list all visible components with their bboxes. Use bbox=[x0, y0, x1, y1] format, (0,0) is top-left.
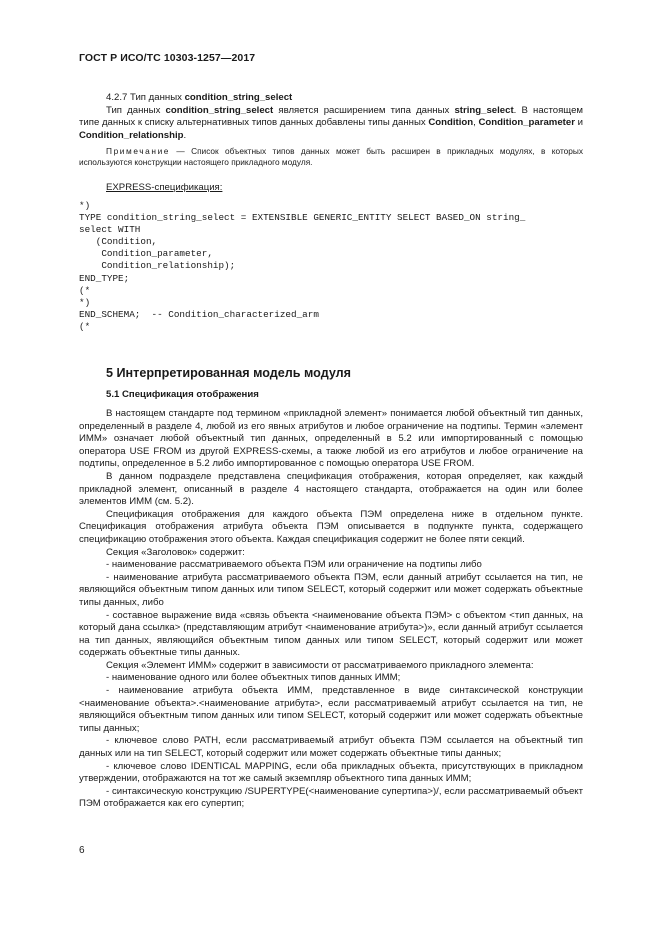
code-line: Condition_parameter, bbox=[79, 248, 213, 260]
body-paragraph: Секция «Элемент ИММ» содержит в зависимости от рассматриваемого прикладного элемента: bbox=[106, 659, 534, 671]
body-paragraph: В настоящем стандарте под термином «прикладной элемент» понимается любой объектный тип данных, определенный в разделе 4, любой из его явных атрибутов и любое ограничение на подтипы. Термин «элемент ИММ» означает любой объектный тип данных, определенный в 5.2 или импортированный с помощью оператора USE FROM из другой EXPRESS-схемы, а также любой из его атрибутов и любое ограничение на подтипы, определенное в 5.2 либо импортированное с помощью оператора USE FROM. bbox=[79, 408, 583, 470]
section-4-2-7 bbox=[79, 92, 583, 195]
bold-term: Condition_relationship bbox=[79, 129, 184, 141]
body-paragraph: Секция «Заголовок» содержит: bbox=[106, 546, 245, 558]
body-paragraph: - составное выражение вида «связь объекта <наименование объекта ПЭМ> с объектом <тип данных, на который дана ссылка> (представляющим атрибут <наименование атрибута>)», если данный атрибут ссылается на тип данных, являющийся объектным типом данных или типом SELECT, который содержит или может содержать объектные типы данных. bbox=[79, 609, 583, 659]
heading-type-name: condition_string_select bbox=[184, 92, 293, 103]
body-paragraph: - наименование одного или более объектных типов данных ИММ; bbox=[106, 672, 401, 684]
note bbox=[79, 146, 583, 168]
bold-term: Condition_parameter bbox=[478, 117, 575, 129]
document-header: ГОСТ Р ИСО/ТС 10303-1257—2017 bbox=[79, 52, 256, 64]
body-paragraph: - наименование атрибута объекта ИММ, представленное в виде синтаксической конструкции <наименование объекта>.<наименование атрибута>, если рассматриваемый атрибут ссылается на тип, не являющийся объектным типом данных или типом SELECT, который содержит или может содержать объектные типы данных; bbox=[79, 685, 583, 734]
body-paragraph: - синтаксическую конструкцию /SUPERTYPE(<наименование супертипа>)/, если рассматриваемый объект ПЭМ отображается как его супертип; bbox=[79, 785, 583, 810]
body-paragraph: В данном подразделе представлена спецификация отображения, которая определяет, как каждый прикладной элемент, описанный в разделе 4 настоящего стандарта, отображается на один или более элементов ИММ (см. 5.2). bbox=[79, 470, 583, 508]
code-line: END_TYPE; bbox=[79, 272, 130, 284]
section-5-1-title: 5.1 Спецификация отображения bbox=[106, 389, 259, 400]
text-run: и bbox=[574, 117, 583, 129]
type-description-paragraph bbox=[79, 105, 583, 143]
code-line: Condition_relationship); bbox=[79, 260, 236, 272]
text-run: . В настоящем типе данных к списку альтернативных типов данных добавлены типы данных bbox=[79, 104, 583, 129]
code-line: select WITH bbox=[79, 224, 141, 236]
code-line: TYPE condition_string_select = EXTENSIBLE GENERIC_ENTITY SELECT BASED_ON string_ bbox=[79, 212, 526, 224]
code-line: (* bbox=[79, 320, 91, 332]
code-line: (Condition, bbox=[79, 236, 158, 248]
heading-prefix: 4.2.7 Тип данных bbox=[106, 92, 185, 103]
express-code-block bbox=[79, 200, 589, 333]
body-paragraph: Спецификация отображения для каждого объекта ПЭМ определена ниже в отдельном пункте. Спецификация отображения атрибута объекта ПЭМ описывается в подпункте пункта, содержащего спецификацию отображения этого объекта. Каждая спецификация содержит не более пяти секций. bbox=[79, 508, 583, 545]
body-paragraph: - наименование атрибута рассматриваемого объекта ПЭМ, если данный атрибут ссылается на тип, не являющийся объектным типом данных или типом SELECT, который содержит или может содержать объектные типы данных, либо bbox=[79, 571, 583, 608]
express-label: EXPRESS-спецификация: bbox=[106, 182, 223, 194]
code-line: END_SCHEMA; -- Condition_characterized_arm bbox=[79, 308, 319, 320]
code-line: (* bbox=[79, 284, 91, 296]
section-5-title: 5 Интерпретированная модель модуля bbox=[106, 366, 352, 380]
note-text: — Список объектных типов данных может быть расширен в прикладных модулях, в которых используются конструкции настоящего прикладного модуля. bbox=[79, 146, 583, 168]
express-label-line bbox=[79, 182, 583, 195]
bold-term: Condition bbox=[428, 117, 474, 129]
text-run: , bbox=[473, 117, 479, 129]
body-paragraph: - ключевое слово IDENTICAL MAPPING, если оба прикладных объекта, присутствующих в прикладном утверждении, отображаются на тот же самый экземпляр объектного типа данных ИММ; bbox=[79, 760, 583, 785]
body-paragraph: - ключевое слово PATH, если рассматриваемый атрибут объекта ПЭМ ссылается на объектный тип данных или на тип SELECT, который содержит или может содержать объектные типы данных; bbox=[79, 735, 583, 760]
section-5-1-body bbox=[79, 408, 583, 811]
text-run: . bbox=[183, 129, 187, 141]
bold-term: string_select bbox=[454, 104, 514, 116]
code-line: *) bbox=[79, 200, 91, 211]
text-run: Тип данных bbox=[106, 104, 166, 116]
code-line: *) bbox=[79, 296, 91, 308]
text-run: является расширением типа данных bbox=[273, 104, 455, 116]
body-paragraph: - наименование рассматриваемого объекта ПЭМ или ограничение на подтипы либо bbox=[106, 559, 482, 571]
page-number: 6 bbox=[79, 845, 85, 856]
section-heading bbox=[79, 92, 583, 105]
note-label: Примечание bbox=[106, 146, 171, 157]
bold-term: condition_string_select bbox=[165, 104, 274, 116]
